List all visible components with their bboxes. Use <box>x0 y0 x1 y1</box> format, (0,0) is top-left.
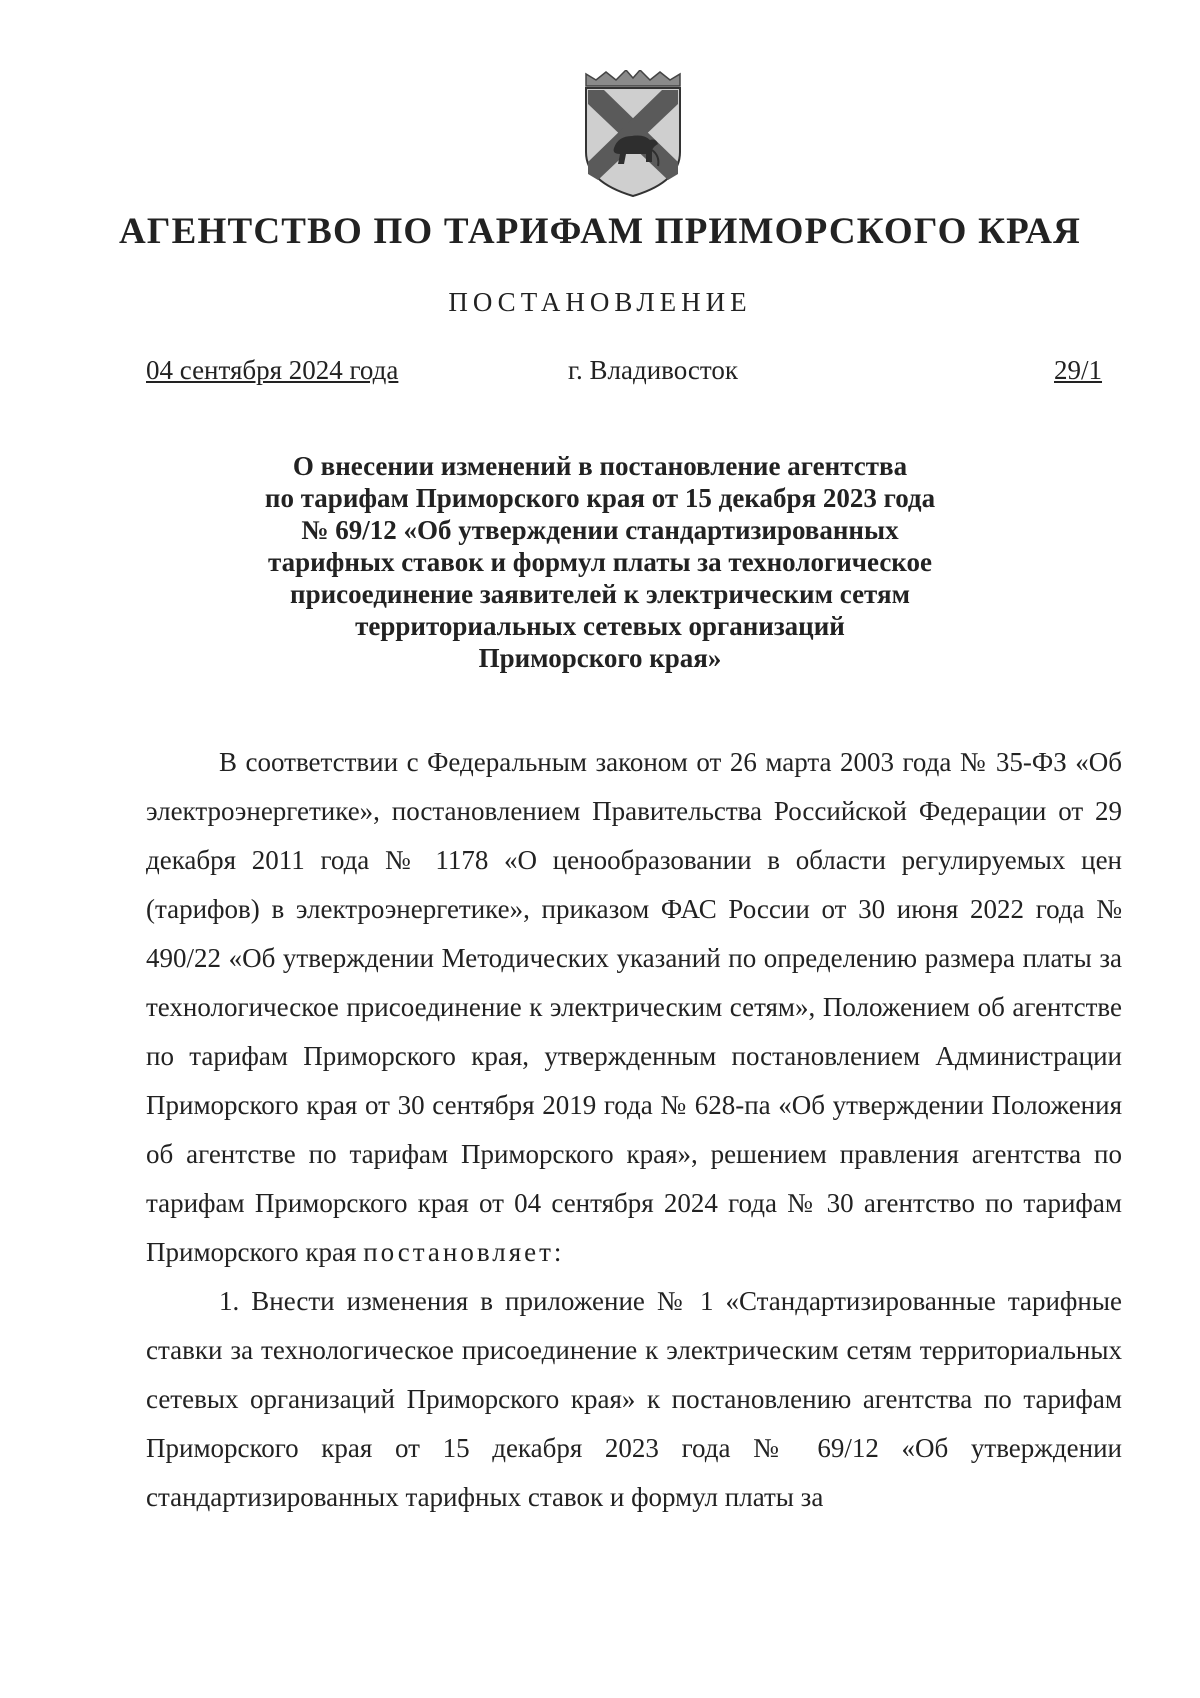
document-date: 04 сентября 2024 года <box>146 355 399 385</box>
document-title <box>0 450 1200 674</box>
title-line: Приморского края» <box>478 643 722 673</box>
resolves-word: постановляет: <box>363 1237 565 1267</box>
clause-1-paragraph: 1. Внести изменения в приложение № 1 «Стандартизированные тарифные ставки за технологическое присоединение к электрическим сетям территориальных сетевых организаций Приморского края» к постановлению агентства по тарифам Приморского края от 15 декабря 2023 года № 69/12 «Об утверждении стандартизированных тарифных ставок и формул платы за <box>146 1286 1122 1512</box>
title-line: О внесении изменений в постановление агентства <box>292 451 908 481</box>
document-city: г. Владивосток <box>568 355 738 385</box>
title-line: территориальных сетевых организаций <box>355 611 845 641</box>
document-type: ПОСТАНОВЛЕНИЕ <box>448 287 752 317</box>
preamble-paragraph <box>146 738 1122 1277</box>
title-line: присоединение заявителей к электрическим сетям <box>290 579 910 609</box>
document-number: 29/1 <box>1054 355 1103 385</box>
agency-name: АГЕНТСТВО ПО ТАРИФАМ ПРИМОРСКОГО КРАЯ <box>118 211 1082 252</box>
primorsky-coat-of-arms-icon <box>580 70 686 198</box>
title-line: по тарифам Приморского края от 15 декабря 2023 года <box>264 483 936 513</box>
title-line: тарифных ставок и формул платы за технологическое <box>267 547 932 577</box>
preamble-text: В соответствии с Федеральным законом от 26 марта 2003 года № 35-ФЗ «Об электроэнергетике», постановлением Правительства Российской Федерации от 29 декабря 2011 года № 1178 «О ценообразовании в области регулируемых цен (тарифов) в электроэнергетике», приказом ФАС России от 30 июня 2022 года № 490/22 «Об утверждении Методических указаний по определению размера платы за технологическое присоединение к электрическим сетям», Положением об агентстве по тарифам Приморского края, утвержденным постановлением Администрации Приморского края от 30 сентября 2019 года № 628-па «Об утверждении Положения об агентстве по тарифам Приморского края», решением правления агентства по тарифам Приморского края от 04 сентября 2024 года № 30 агентство по тарифам Приморского края <box>146 747 1122 1267</box>
document-body <box>146 738 1122 1522</box>
title-line: № 69/12 «Об утверждении стандартизированных <box>301 515 899 545</box>
